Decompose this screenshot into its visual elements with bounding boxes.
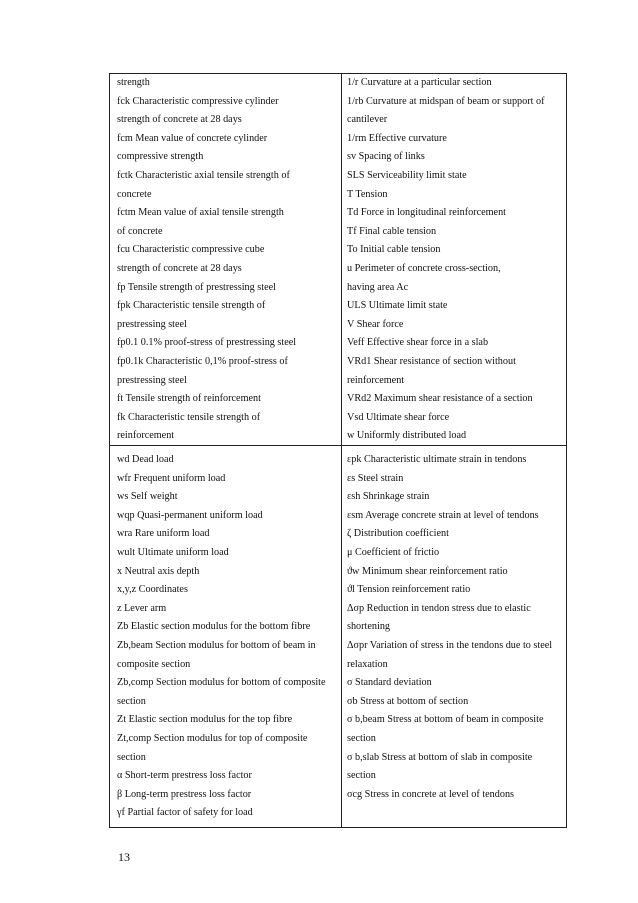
symbol-line: ft Tensile strength of reinforcement <box>117 393 261 405</box>
symbol-line: ζ Distribution coefficient <box>347 528 449 540</box>
lower-right-column <box>347 451 561 804</box>
symbol-line: Zb Elastic section modulus for the bottom fibre <box>117 621 311 633</box>
symbol-line: compressive strength <box>117 151 204 163</box>
symbol-line: ϑl Tension reinforcement ratio <box>347 584 471 596</box>
symbol-line: Veff Effective shear force in a slab <box>347 337 489 349</box>
symbol-line: fctk Characteristic axial tensile strength of <box>117 169 290 181</box>
symbol-line: fcm Mean value of concrete cylinder <box>117 132 268 144</box>
symbol-line: section <box>347 770 376 782</box>
symbol-line: shortening <box>347 621 391 633</box>
symbol-line: fcu Characteristic compressive cube <box>117 244 265 256</box>
symbol-line: εs Steel strain <box>347 472 404 484</box>
symbol-line: fp Tensile strength of prestressing steel <box>117 281 276 293</box>
symbol-line: β Long-term prestress loss factor <box>117 788 252 800</box>
symbol-line: SLS Serviceability limit state <box>347 169 467 181</box>
symbol-line: section <box>347 732 376 744</box>
symbol-line: Δσp Reduction in tendon stress due to elastic <box>347 602 531 614</box>
symbol-line: Td Force in longitudinal reinforcement <box>347 207 506 219</box>
symbol-line: prestressing steel <box>117 374 187 386</box>
symbol-line: strength <box>117 77 150 88</box>
symbol-line: concrete <box>117 188 152 200</box>
symbol-line: composite section <box>117 658 191 670</box>
symbol-line: 1/r Curvature at a particular section <box>347 77 492 88</box>
symbol-line: fp0.1 0.1% proof-stress of prestressing steel <box>117 337 297 349</box>
symbol-line: σ Standard deviation <box>347 677 432 689</box>
symbol-line: V Shear force <box>347 318 404 330</box>
symbol-line: of concrete <box>117 225 163 237</box>
symbol-line: fpk Characteristic tensile strength of <box>117 300 266 312</box>
symbol-line: To Initial cable tension <box>347 244 441 256</box>
symbol-line: VRd1 Shear resistance of section without <box>347 355 516 367</box>
symbol-line: Zb,comp Section modulus for bottom of composite <box>117 677 326 689</box>
symbol-line: strength of concrete at 28 days <box>117 262 242 274</box>
symbol-line: reinforcement <box>117 430 175 442</box>
symbol-line: 1/rb Curvature at midspan of beam or support of <box>347 95 545 107</box>
symbol-line: wd Dead load <box>117 454 174 465</box>
symbol-line: section <box>117 695 146 707</box>
lower-left-column <box>117 451 339 823</box>
symbol-line: prestressing steel <box>117 318 187 330</box>
symbol-line: ws Self weight <box>117 491 178 503</box>
symbol-line: relaxation <box>347 658 388 670</box>
symbol-line: fctm Mean value of axial tensile strength <box>117 207 284 219</box>
symbol-line: wfr Frequent uniform load <box>117 472 226 484</box>
symbol-line: w Uniformly distributed load <box>347 430 467 442</box>
symbol-line: εsh Shrinkage strain <box>347 491 430 503</box>
symbol-line: σcg Stress in concrete at level of tendons <box>347 788 515 800</box>
symbol-line: α Short-term prestress loss factor <box>117 770 252 782</box>
upper-right-column <box>347 74 561 446</box>
symbol-line: Zt,comp Section modulus for top of composite <box>117 732 308 744</box>
symbol-line: T Tension <box>347 188 388 200</box>
symbol-line: u Perimeter of concrete cross-section, <box>347 262 501 274</box>
column-divider <box>341 73 342 828</box>
symbol-line: εsm Average concrete strain at level of tendons <box>347 509 539 521</box>
symbol-line: z Lever arm <box>117 602 167 614</box>
upper-left-column <box>117 74 339 446</box>
symbol-line: cantilever <box>347 114 388 126</box>
symbol-line: section <box>117 751 146 763</box>
symbol-line: Δσpr Variation of stress in the tendons due to steel <box>347 639 553 651</box>
page-number: 13 <box>118 850 130 864</box>
symbol-line: σb Stress at bottom of section <box>347 695 469 707</box>
symbol-line: μ Coefficient of frictio <box>347 546 440 558</box>
symbol-line: σ b,beam Stress at bottom of beam in composite <box>347 714 544 726</box>
symbol-line: having area Ac <box>347 281 409 293</box>
symbol-line: fck Characteristic compressive cylinder <box>117 95 279 107</box>
symbol-line: strength of concrete at 28 days <box>117 114 242 126</box>
symbol-line: 1/rm Effective curvature <box>347 132 447 144</box>
symbol-line: sv Spacing of links <box>347 151 425 163</box>
symbol-line: fp0.1k Characteristic 0,1% proof-stress of <box>117 355 288 367</box>
symbol-line: Zb,beam Section modulus for bottom of beam in <box>117 639 316 651</box>
symbol-line: wqp Quasi-permanent uniform load <box>117 509 263 521</box>
symbol-line: wra Rare uniform load <box>117 528 210 540</box>
symbol-line: fk Characteristic tensile strength of <box>117 411 261 423</box>
symbol-line: Vsd Ultimate shear force <box>347 411 450 423</box>
symbol-line: γf Partial factor of safety for load <box>117 807 253 819</box>
symbol-line: x Neutral axis depth <box>117 565 200 577</box>
symbol-line: wult Ultimate uniform load <box>117 546 229 558</box>
symbol-line: ϑw Minimum shear reinforcement ratio <box>347 565 508 577</box>
symbol-line: reinforcement <box>347 374 405 386</box>
symbol-line: σ b,slab Stress at bottom of slab in composite <box>347 751 533 763</box>
symbol-line: Zt Elastic section modulus for the top fibre <box>117 714 293 726</box>
symbol-line: VRd2 Maximum shear resistance of a section <box>347 393 533 405</box>
symbol-line: ULS Ultimate limit state <box>347 300 448 312</box>
symbol-line: εpk Characteristic ultimate strain in tendons <box>347 454 527 465</box>
symbol-line: Tf Final cable tension <box>347 225 437 237</box>
symbol-line: x,y,z Coordinates <box>117 584 188 596</box>
